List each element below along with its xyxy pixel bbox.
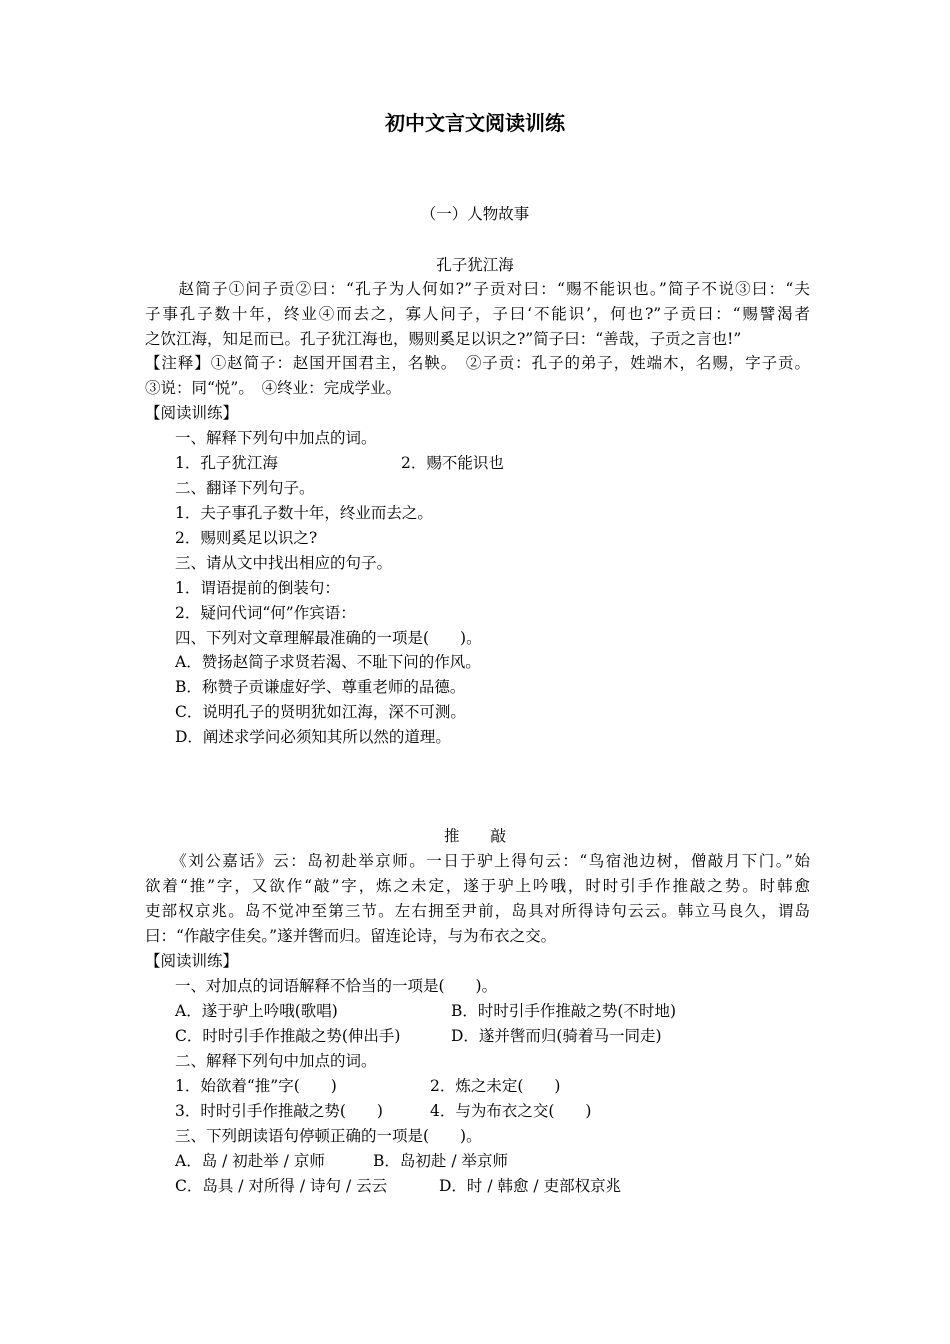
question-item: 2．赐不能识也 bbox=[401, 454, 504, 472]
option: A．岛 / 初赴举 / 京师 bbox=[175, 1152, 325, 1170]
option: C．时时引手作推敲之势(伸出手) bbox=[175, 1027, 401, 1045]
question-item: 1．孔子犹江海 bbox=[175, 454, 278, 472]
option: B．岛初赴 / 举京师 bbox=[373, 1152, 508, 1170]
question: 二、翻译下列句子。 bbox=[175, 479, 315, 497]
story-title: 孔子犹江海 bbox=[436, 256, 514, 274]
option: A．遂于驴上吟哦(歌唱) bbox=[175, 1002, 338, 1020]
option: C．岛具 / 对所得 / 诗句 / 云云 bbox=[175, 1177, 388, 1195]
training-label: 【阅读训练】 bbox=[145, 404, 239, 422]
note-line: 【注释】①赵简子：赵国开国君主，名鞅。 ②子贡：孔子的弟子，姓端木，名赐，字子贡。 bbox=[145, 354, 810, 372]
question-item: 1．始欲着“推”字( ) bbox=[175, 1077, 337, 1095]
question: 四、下列对文章理解最准确的一项是( )。 bbox=[175, 629, 482, 647]
question: 三、请从文中找出相应的句子。 bbox=[175, 554, 393, 572]
story-line: 子事孔子数十年，终业④而去之，寡人问子，子曰‘不能识’，何也?”子贡曰：“赐譬渴者 bbox=[145, 305, 810, 323]
story-title: 推 敲 bbox=[443, 827, 506, 845]
option: D．时 / 韩愈 / 吏部权京兆 bbox=[439, 1177, 622, 1195]
story-line: 曰：“作敲字佳矣。”遂并辔而归。留连论诗，与为布衣之交。 bbox=[145, 927, 557, 945]
question-item: 2．赐则奚足以识之? bbox=[175, 529, 318, 547]
story-line: 《刘公嘉话》云：岛初赴举京师。一日于驴上得句云：“鸟宿池边树，僧敲月下门。”始 bbox=[145, 852, 810, 870]
story-line: 吏部权京兆。岛不觉冲至第三节。左右拥至尹前，岛具对所得诗句云云。韩立马良久，谓岛 bbox=[145, 902, 810, 920]
question-item: 1．夫子事孔子数十年，终业而去之。 bbox=[175, 504, 433, 522]
note-line: ③说：同“悦”。 ④终业：完成学业。 bbox=[145, 379, 402, 397]
question-item: 3．时时引手作推敲之势( ) bbox=[175, 1102, 383, 1120]
question-item: 2．疑问代词“何”作宾语： bbox=[175, 604, 356, 622]
question: 一、解释下列句中加点的词。 bbox=[175, 429, 377, 447]
option: C．说明孔子的贤明犹如江海，深不可测。 bbox=[175, 703, 466, 721]
option: D．遂并辔而归(骑着马一同走) bbox=[451, 1027, 662, 1045]
question-item: 4．与为布衣之交( ) bbox=[430, 1102, 592, 1120]
section-heading: （一）人物故事 bbox=[420, 205, 530, 223]
option: B．时时引手作推敲之势(不时地) bbox=[451, 1002, 676, 1020]
story-line: 之饮江海，知足而已。孔子犹江海也，赐则奚足以识之?”简子曰：“善哉，子贡之言也!” bbox=[145, 330, 742, 348]
question-item: 2．炼之未定( ) bbox=[430, 1077, 561, 1095]
story-line: 欲着“推”字，又欲作“敲”字，炼之未定，遂于驴上吟哦，时时引手作推敲之势。时韩愈 bbox=[145, 877, 810, 895]
question: 三、下列朗读语句停顿正确的一项是( )。 bbox=[175, 1127, 482, 1145]
option: D．阐述求学问必须知其所以然的道理。 bbox=[175, 728, 451, 746]
story-line: 赵简子①问子贡②曰：“孔子为人何如?”子贡对曰：“赐不能识也。”简子不说③曰：“夫 bbox=[145, 280, 810, 298]
option: A．赞扬赵简子求贤若渴、不耻下问的作风。 bbox=[175, 653, 481, 671]
question-item: 1．谓语提前的倒装句： bbox=[175, 579, 340, 597]
document-title: 初中文言文阅读训练 bbox=[385, 111, 565, 135]
question: 一、对加点的词语解释不恰当的一项是( )。 bbox=[175, 977, 498, 995]
training-label: 【阅读训练】 bbox=[145, 952, 239, 970]
option: B．称赞子贡谦虚好学、尊重老师的品德。 bbox=[175, 678, 466, 696]
question: 二、解释下列句中加点的词。 bbox=[175, 1052, 377, 1070]
